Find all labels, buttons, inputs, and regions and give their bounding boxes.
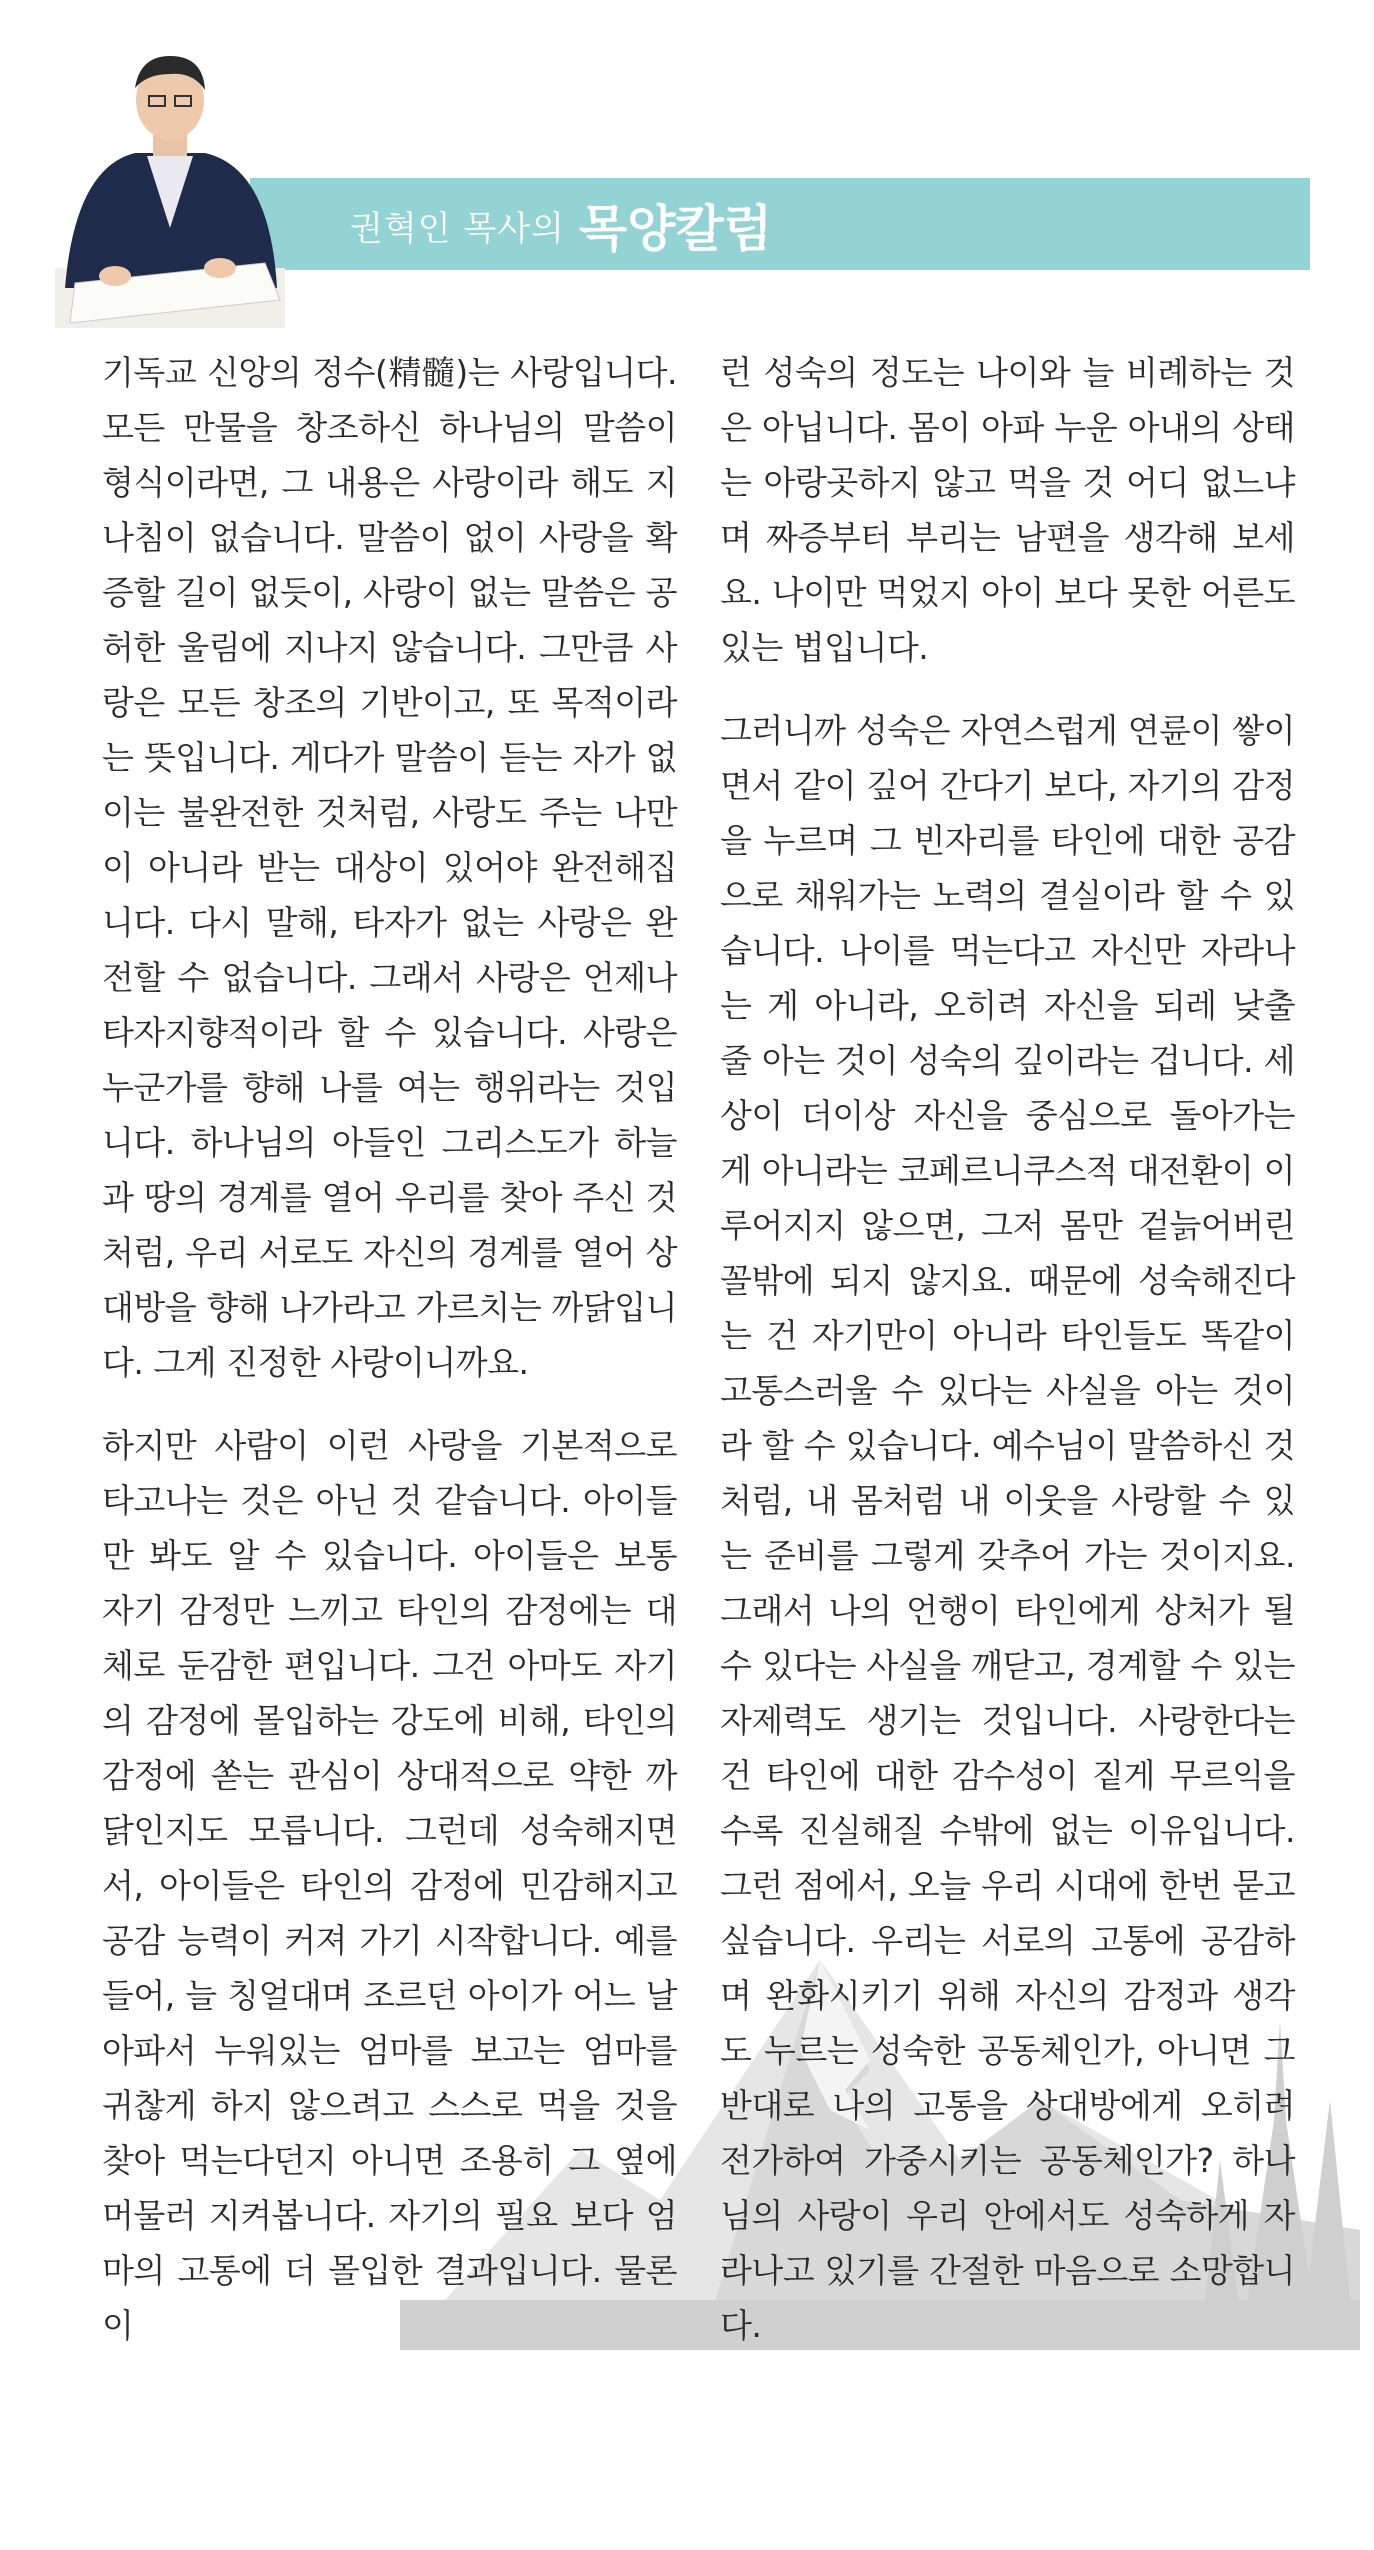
- column-title: [350, 190, 772, 260]
- column-subtitle: 권혁인 목사의: [350, 208, 565, 249]
- paragraph: 런 성숙의 정도는 나이와 늘 비례하는 것은 아닙니다. 몸이 아파 누운 아내의 상태는 아랑곳하지 않고 먹을 것 어디 없느냐며 짜증부터 부리는 남편을 생각해 보세요. 나이만 먹었지 아이 보다 못한 어른도 있는 법입니다.: [720, 353, 1295, 667]
- article-right-column: [720, 345, 1295, 2381]
- paragraph: 그러니까 성숙은 자연스럽게 연륜이 쌓이면서 같이 깊어 간다기 보다, 자기의 감정을 누르며 그 빈자리를 타인에 대한 공감으로 채워가는 노력의 결실이라 할 수 있습니다. 나이를 먹는다고 자신만 자라나는 게 아니라, 오히려 자신을 되레 낮출 줄 아는 것이 성숙의 깊이라는 겁니다. 세상이 더이상 자신을 중심으로 돌아가는 게 아니라는 코페르니쿠스적 대전환이 이루어지지 않으면, 그저 몸만 겉늙어버린 꼴밖에 되지 않지요. 때문에 성숙해진다는 건 자기만이 아니라 타인들도 똑같이 고통스러울 수 있다는 사실을 아는 것이라 할 수 있습니다. 예수님이 말씀하신 것처럼, 내 몸처럼 내 이웃을 사랑할 수 있는 준비를 그렇게 갖추어 가는 것이지요. 그래서 나의 언행이 타인에게 상처가 될 수 있다는 사실을 깨닫고, 경계할 수 있는 자제력도 생기는 것입니다. 사랑한다는 건 타인에 대한 감수성이 짙게 무르익을수록 진실해질 수밖에 없는 이유입니다. 그런 점에서, 오늘 우리 시대에 한번 묻고 싶습니다. 우리는 서로의 고통에 공감하며 완화시키기 위해 자신의 감정과 생각도 누르는 성숙한 공동체인가, 아니면 그 반대로 나의 고통을 상대방에게 오히려 전가하여 가중시키는 공동체인가? 하나님의 사랑이 우리 안에서도 성숙하게 자라나고 있기를 간절한 마음으로 소망합니다.: [720, 711, 1295, 2345]
- column-name: 목양칼럼: [578, 199, 773, 258]
- paragraph: 기독교 신앙의 정수(精髓)는 사랑입니다. 모든 만물을 창조하신 하나님의 말씀이 형식이라면, 그 내용은 사랑이라 해도 지나침이 없습니다. 말씀이 없이 사랑을 확증할 길이 없듯이, 사랑이 없는 말씀은 공허한 울림에 지나지 않습니다. 그만큼 사랑은 모든 창조의 기반이고, 또 목적이라는 뜻입니다. 게다가 말씀이 듣는 자가 없이는 불완전한 것처럼, 사랑도 주는 나만이 아니라 받는 대상이 있어야 완전해집니다. 다시 말해, 타자가 없는 사랑은 완전할 수 없습니다. 그래서 사랑은 언제나 타자지향적이라 할 수 있습니다. 사랑은 누군가를 향해 나를 여는 행위라는 것입니다. 하나님의 아들인 그리스도가 하늘과 땅의 경계를 열어 우리를 찾아 주신 것처럼, 우리 서로도 자신의 경계를 열어 상대방을 향해 나가라고 가르치는 까닭입니다. 그게 진정한 사랑이니까요.: [102, 353, 677, 1382]
- author-photo: [55, 38, 285, 328]
- article-left-column: [102, 345, 677, 2381]
- paragraph: 하지만 사람이 이런 사랑을 기본적으로 타고나는 것은 아닌 것 같습니다. 아이들만 봐도 알 수 있습니다. 아이들은 보통 자기 감정만 느끼고 타인의 감정에는 대체로 둔감한 편입니다. 그건 아마도 자기의 감정에 몰입하는 강도에 비해, 타인의 감정에 쏟는 관심이 상대적으로 약한 까닭인지도 모릅니다. 그런데 성숙해지면서, 아이들은 타인의 감정에 민감해지고 공감 능력이 커져 가기 시작합니다. 예를 들어, 늘 칭얼대며 조르던 아이가 어느 날 아파서 누워있는 엄마를 보고는 엄마를 귀찮게 하지 않으려고 스스로 먹을 것을 찾아 먹는다던지 아니면 조용히 그 옆에 머물러 지켜봅니다. 자기의 필요 보다 엄마의 고통에 더 몰입한 결과입니다. 물론 이: [102, 1426, 677, 2345]
